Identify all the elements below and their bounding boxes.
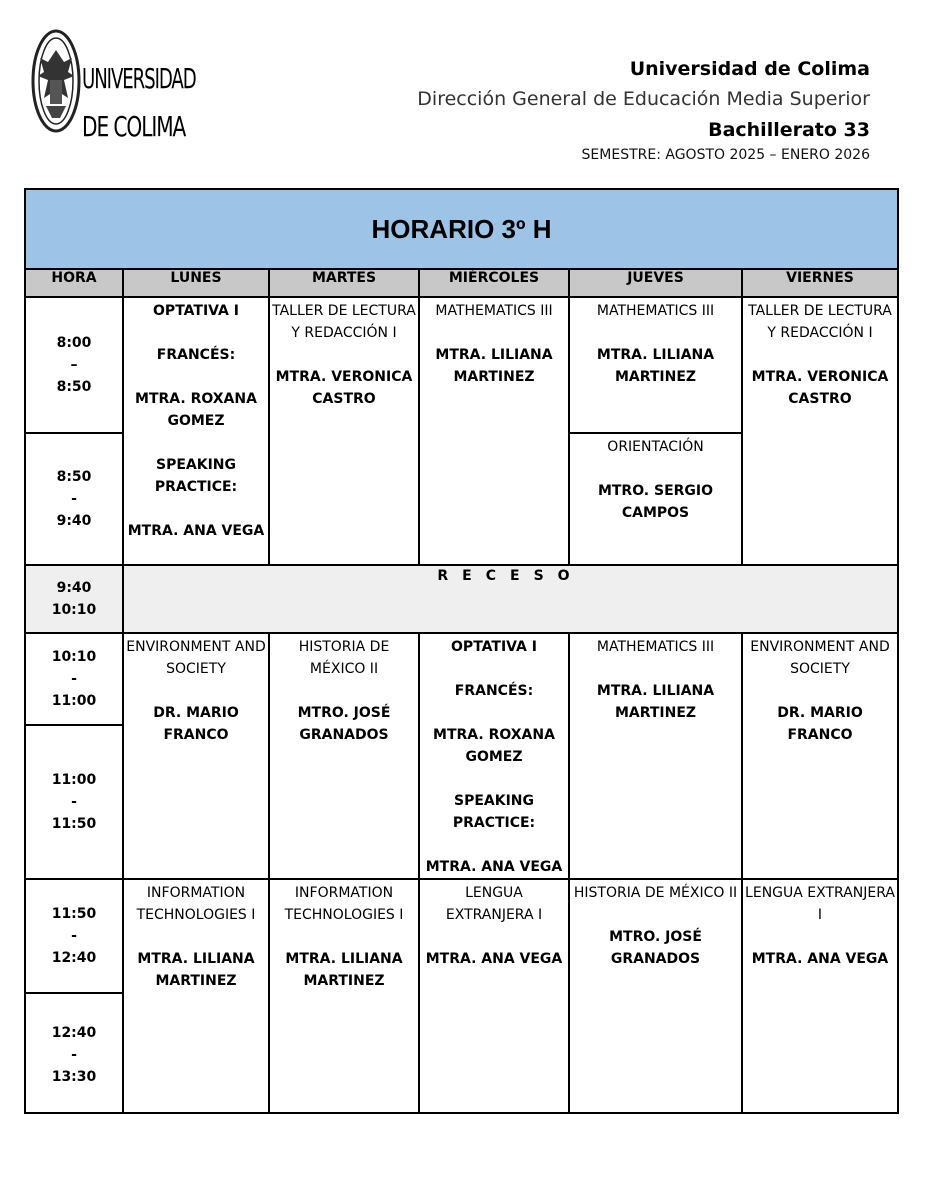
class-cell: MATHEMATICS III MTRA. LILIANA MARTINEZ [419, 297, 569, 565]
schedule-table [24, 188, 899, 1114]
col-martes: MARTES [269, 269, 419, 297]
time-slot: 8:00 – 8:50 [25, 297, 123, 433]
class-cell: HISTORIA DE MÉXICO II MTRO. JOSÉ GRANADOS [269, 633, 419, 879]
school-name: Bachillerato 33 [708, 119, 870, 141]
direction-name: Dirección General de Educación Media Superior [417, 88, 870, 110]
class-cell: ORIENTACIÓN MTRO. SERGIO CAMPOS [569, 433, 742, 565]
schedule-title: HORARIO 3º H [25, 189, 898, 269]
class-cell: MATHEMATICS III MTRA. LILIANA MARTINEZ [569, 633, 742, 879]
col-viernes: VIERNES [742, 269, 898, 297]
logo-text-line-2: DE COLIMA [82, 110, 186, 143]
university-name: Universidad de Colima [629, 58, 870, 80]
col-hora: HORA [25, 269, 123, 297]
university-logo [30, 28, 196, 143]
logo-text-line-1: UNIVERSIDAD [82, 62, 196, 95]
column-header-row [25, 269, 898, 297]
class-cell: TALLER DE LECTURA Y REDACCIÓN I MTRA. VERONICA CASTRO [742, 297, 898, 565]
class-cell: INFORMATION TECHNOLOGIES I MTRA. LILIANA MARTINEZ [123, 879, 269, 1113]
time-slot: 8:50 - 9:40 [25, 433, 123, 565]
class-cell: OPTATIVA I FRANCÉS: MTRA. ROXANA GOMEZ SPEAKING PRACTICE: MTRA. ANA VEGA [419, 633, 569, 879]
class-cell: INFORMATION TECHNOLOGIES I MTRA. LILIANA MARTINEZ [269, 879, 419, 1113]
time-slot: 12:40 - 13:30 [25, 993, 123, 1113]
col-lunes: LUNES [123, 269, 269, 297]
class-cell: LENGUA EXTRANJERA I MTRA. ANA VEGA [742, 879, 898, 1113]
class-cell: TALLER DE LECTURA Y REDACCIÓN I MTRA. VERONICA CASTRO [269, 297, 419, 565]
col-jueves: JUEVES [569, 269, 742, 297]
time-slot: 10:10 - 11:00 [25, 633, 123, 725]
time-slot: 9:40 10:10 [25, 565, 123, 633]
semester-label: SEMESTRE: AGOSTO 2025 – ENERO 2026 [581, 147, 870, 163]
class-cell: MATHEMATICS III MTRA. LILIANA MARTINEZ [569, 297, 742, 433]
class-cell: ENVIRONMENT AND SOCIETY DR. MARIO FRANCO [123, 633, 269, 879]
university-seal-icon [30, 28, 82, 134]
receso-label: RECESO [123, 565, 898, 633]
class-cell: ENVIRONMENT AND SOCIETY DR. MARIO FRANCO [742, 633, 898, 879]
col-miercoles: MIÉRCOLES [419, 269, 569, 297]
class-cell: OPTATIVA I FRANCÉS: MTRA. ROXANA GOMEZ SPEAKING PRACTICE: MTRA. ANA VEGA [123, 297, 269, 565]
class-cell: LENGUA EXTRANJERA I MTRA. ANA VEGA [419, 879, 569, 1113]
class-cell: HISTORIA DE MÉXICO II MTRO. JOSÉ GRANADOS [569, 879, 742, 1113]
time-slot: 11:00 - 11:50 [25, 725, 123, 879]
time-slot: 11:50 - 12:40 [25, 879, 123, 993]
